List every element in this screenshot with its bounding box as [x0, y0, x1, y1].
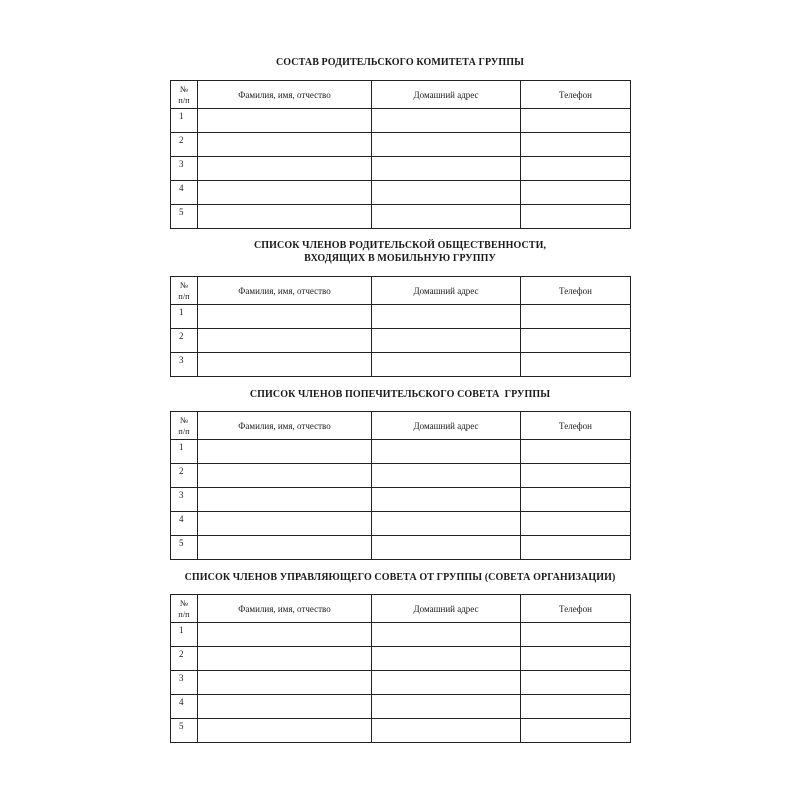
- parent-committee-table: [170, 80, 631, 229]
- phone-cell[interactable]: [521, 305, 631, 329]
- phone-cell[interactable]: [521, 109, 631, 133]
- section-title-parent-committee: СОСТАВ РОДИТЕЛЬСКОГО КОМИТЕТА ГРУППЫ: [275, 57, 525, 68]
- phone-cell[interactable]: [521, 329, 631, 353]
- address-cell[interactable]: [372, 647, 521, 671]
- row-number: 1: [171, 305, 198, 329]
- column-header-name: Фамилия, имя, отчество: [198, 412, 372, 440]
- row-number: 3: [171, 353, 198, 377]
- address-cell[interactable]: [372, 329, 521, 353]
- column-header-phone: Телефон: [521, 277, 631, 305]
- name-cell[interactable]: [198, 157, 372, 181]
- name-cell[interactable]: [198, 695, 372, 719]
- name-cell[interactable]: [198, 464, 372, 488]
- table-header-row: [171, 595, 631, 623]
- address-cell[interactable]: [372, 719, 521, 743]
- section-title-board-of-trustees: СПИСОК ЧЛЕНОВ ПОПЕЧИТЕЛЬСКОГО СОВЕТА ГРУППЫ: [249, 389, 551, 400]
- name-cell[interactable]: [198, 647, 372, 671]
- phone-cell[interactable]: [521, 647, 631, 671]
- row-number: 3: [171, 671, 198, 695]
- row-number: 1: [171, 440, 198, 464]
- column-header-number: № п/п: [171, 81, 198, 109]
- phone-cell[interactable]: [521, 157, 631, 181]
- table-row: [171, 488, 631, 512]
- name-cell[interactable]: [198, 719, 372, 743]
- table-row: [171, 671, 631, 695]
- address-cell[interactable]: [372, 157, 521, 181]
- row-number: 3: [171, 157, 198, 181]
- address-cell[interactable]: [372, 671, 521, 695]
- mobile-group-table: [170, 276, 631, 377]
- name-cell[interactable]: [198, 623, 372, 647]
- column-header-name: Фамилия, имя, отчество: [198, 81, 372, 109]
- table-row: [171, 157, 631, 181]
- name-cell[interactable]: [198, 536, 372, 560]
- row-number: 4: [171, 695, 198, 719]
- name-cell[interactable]: [198, 512, 372, 536]
- column-header-address: Домашний адрес: [372, 412, 521, 440]
- table-row: [171, 305, 631, 329]
- column-header-number: № п/п: [171, 595, 198, 623]
- address-cell[interactable]: [372, 440, 521, 464]
- address-cell[interactable]: [372, 695, 521, 719]
- phone-cell[interactable]: [521, 205, 631, 229]
- board-of-trustees-table: [170, 411, 631, 560]
- address-cell[interactable]: [372, 488, 521, 512]
- column-header-address: Домашний адрес: [372, 81, 521, 109]
- name-cell[interactable]: [198, 305, 372, 329]
- column-header-number: № п/п: [171, 412, 198, 440]
- column-header-phone: Телефон: [521, 595, 631, 623]
- column-header-name: Фамилия, имя, отчество: [198, 277, 372, 305]
- address-cell[interactable]: [372, 512, 521, 536]
- address-cell[interactable]: [372, 305, 521, 329]
- phone-cell[interactable]: [521, 695, 631, 719]
- table-row: [171, 623, 631, 647]
- row-number: 4: [171, 181, 198, 205]
- phone-cell[interactable]: [521, 440, 631, 464]
- name-cell[interactable]: [198, 440, 372, 464]
- name-cell[interactable]: [198, 133, 372, 157]
- phone-cell[interactable]: [521, 181, 631, 205]
- table-row: [171, 536, 631, 560]
- column-header-phone: Телефон: [521, 81, 631, 109]
- column-header-address: Домашний адрес: [372, 277, 521, 305]
- row-number: 1: [171, 109, 198, 133]
- table-row: [171, 109, 631, 133]
- phone-cell[interactable]: [521, 536, 631, 560]
- address-cell[interactable]: [372, 623, 521, 647]
- column-header-address: Домашний адрес: [372, 595, 521, 623]
- name-cell[interactable]: [198, 181, 372, 205]
- table-header-row: [171, 412, 631, 440]
- row-number: 2: [171, 329, 198, 353]
- table-header-row: [171, 277, 631, 305]
- address-cell[interactable]: [372, 536, 521, 560]
- row-number: 5: [171, 719, 198, 743]
- table-row: [171, 512, 631, 536]
- column-header-name: Фамилия, имя, отчество: [198, 595, 372, 623]
- table-row: [171, 647, 631, 671]
- address-cell[interactable]: [372, 181, 521, 205]
- name-cell[interactable]: [198, 671, 372, 695]
- table-row: [171, 329, 631, 353]
- phone-cell[interactable]: [521, 133, 631, 157]
- name-cell[interactable]: [198, 205, 372, 229]
- column-header-number: № п/п: [171, 277, 198, 305]
- table-row: [171, 719, 631, 743]
- column-header-phone: Телефон: [521, 412, 631, 440]
- table-row: [171, 695, 631, 719]
- table-row: [171, 353, 631, 377]
- name-cell[interactable]: [198, 329, 372, 353]
- name-cell[interactable]: [198, 353, 372, 377]
- phone-cell[interactable]: [521, 671, 631, 695]
- row-number: 1: [171, 623, 198, 647]
- table-row: [171, 440, 631, 464]
- row-number: 5: [171, 205, 198, 229]
- address-cell[interactable]: [372, 133, 521, 157]
- phone-cell[interactable]: [521, 719, 631, 743]
- row-number: 5: [171, 536, 198, 560]
- row-number: 3: [171, 488, 198, 512]
- name-cell[interactable]: [198, 488, 372, 512]
- table-header-row: [171, 81, 631, 109]
- row-number: 4: [171, 512, 198, 536]
- table-row: [171, 133, 631, 157]
- governing-council-table: [170, 594, 631, 743]
- table-row: [171, 205, 631, 229]
- phone-cell[interactable]: [521, 464, 631, 488]
- table-row: [171, 464, 631, 488]
- phone-cell[interactable]: [521, 488, 631, 512]
- phone-cell[interactable]: [521, 353, 631, 377]
- phone-cell[interactable]: [521, 512, 631, 536]
- address-cell[interactable]: [372, 109, 521, 133]
- row-number: 2: [171, 647, 198, 671]
- row-number: 2: [171, 133, 198, 157]
- row-number: 2: [171, 464, 198, 488]
- table-row: [171, 181, 631, 205]
- address-cell[interactable]: [372, 353, 521, 377]
- address-cell[interactable]: [372, 464, 521, 488]
- section-title-governing-council: СПИСОК ЧЛЕНОВ УПРАВЛЯЮЩЕГО СОВЕТА ОТ ГРУППЫ (СОВЕТА ОРГАНИЗАЦИИ): [184, 572, 616, 583]
- phone-cell[interactable]: [521, 623, 631, 647]
- section-title-mobile-group: СПИСОК ЧЛЕНОВ РОДИТЕЛЬСКОЙ ОБЩЕСТВЕННОСТИ, ВХОДЯЩИХ В МОБИЛЬНУЮ ГРУППУ: [253, 240, 547, 264]
- address-cell[interactable]: [372, 205, 521, 229]
- name-cell[interactable]: [198, 109, 372, 133]
